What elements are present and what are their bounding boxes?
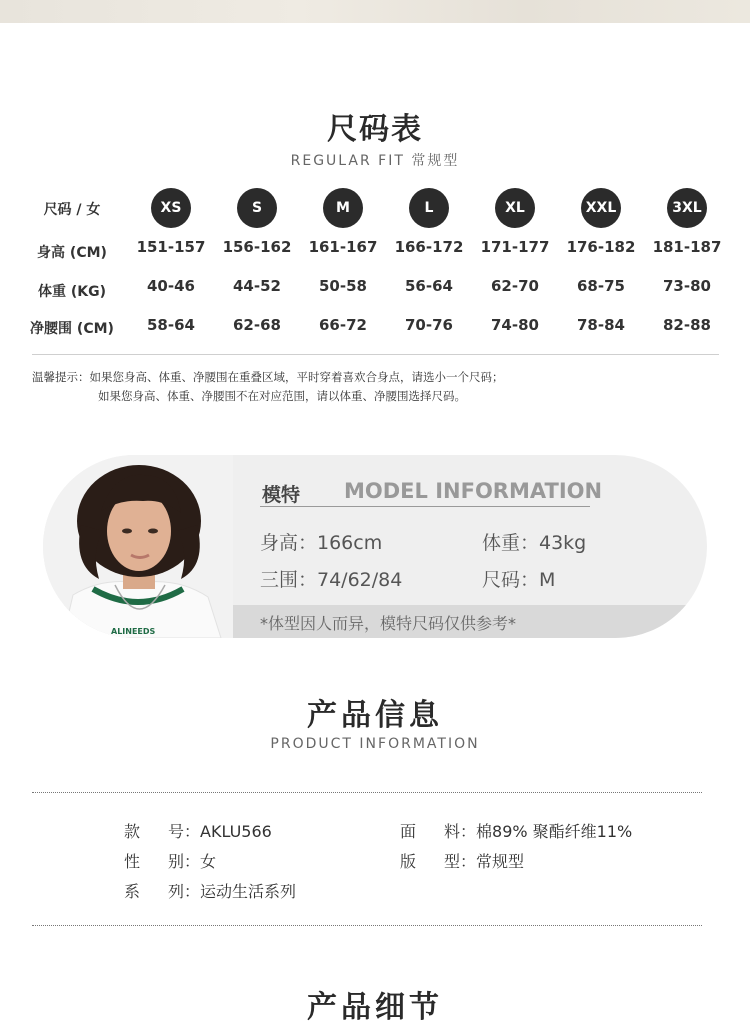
info-series-key-b: 列： [168, 882, 201, 901]
size-xl-badge: XL [495, 188, 535, 228]
row-label-weight: 体重 (KG) [37, 284, 106, 300]
info-fit-value: 常规型 [476, 852, 525, 871]
cell-waist-s: 62-68 [233, 316, 281, 334]
cell-height-l: 166-172 [394, 238, 464, 256]
top-image-strip [0, 0, 750, 23]
model-title-en: MODEL INFORMATION [344, 479, 603, 503]
size-xs-badge: XS [151, 188, 191, 228]
cell-height-xxl: 176-182 [566, 238, 636, 256]
size-m-badge: M [323, 188, 363, 228]
info-style-number [124, 819, 272, 842]
info-style-key-a: 款 [124, 822, 141, 841]
size-table-divider [32, 354, 719, 355]
cell-waist-m: 66-72 [319, 316, 367, 334]
row-label-height: 身高 (CM) [37, 245, 107, 261]
info-gender [124, 849, 216, 872]
model-shirt-text: ALINEEDS [111, 627, 156, 636]
size-header-label: 尺码 / 女 [43, 202, 101, 218]
info-gender-key-a: 性 [124, 852, 141, 871]
info-fit-key-a: 版 [400, 852, 417, 871]
model-portrait-illustration [43, 455, 233, 638]
info-style-value: AKLU566 [200, 822, 272, 841]
product-info-top-divider [32, 792, 702, 793]
size-chart-title: 尺码表 [327, 112, 423, 147]
info-style-key-b: 号： [168, 822, 201, 841]
cell-height-3xl: 181-187 [652, 238, 722, 256]
model-title-cn: 模特 [262, 484, 301, 506]
cell-waist-xl: 74-80 [491, 316, 539, 334]
cell-waist-xxl: 78-84 [577, 316, 625, 334]
cell-waist-3xl: 82-88 [663, 316, 711, 334]
size-chart-subtitle: REGULAR FIT 常规型 [290, 153, 460, 169]
info-series [124, 879, 296, 902]
info-material [400, 819, 632, 842]
info-material-key-b: 料： [444, 822, 477, 841]
cell-height-s: 156-162 [222, 238, 292, 256]
model-weight: 体重：43kg [482, 532, 587, 554]
model-height: 身高：166cm [260, 532, 383, 554]
cell-weight-xxl: 68-75 [577, 277, 625, 295]
cell-height-xl: 171-177 [480, 238, 550, 256]
row-label-waist: 净腰围 (CM) [30, 321, 114, 337]
size-3xl-badge: 3XL [667, 188, 707, 228]
model-size: 尺码：M [482, 569, 556, 591]
product-info-bottom-divider [32, 925, 702, 926]
product-info-title: 产品信息 [307, 698, 443, 733]
info-series-value: 运动生活系列 [200, 882, 297, 901]
size-l-badge: L [409, 188, 449, 228]
cell-height-xs: 151-157 [136, 238, 206, 256]
info-gender-key-b: 别： [168, 852, 201, 871]
size-xxl-badge: XXL [581, 188, 621, 228]
product-info-subtitle: PRODUCT INFORMATION [270, 736, 480, 752]
cell-waist-l: 70-76 [405, 316, 453, 334]
model-title-underline [260, 506, 590, 507]
model-measurements: 三围：74/62/84 [260, 569, 403, 591]
cell-weight-m: 50-58 [319, 277, 367, 295]
info-material-key-a: 面 [400, 822, 417, 841]
cell-waist-xs: 58-64 [147, 316, 195, 334]
cell-weight-xs: 40-46 [147, 277, 195, 295]
info-material-value: 棉89% 聚酯纤维11% [476, 822, 633, 841]
product-details-title: 产品细节 [307, 990, 443, 1025]
info-series-key-a: 系 [124, 882, 141, 901]
size-s-badge: S [237, 188, 277, 228]
cell-weight-3xl: 73-80 [663, 277, 711, 295]
model-photo [43, 455, 233, 638]
cell-weight-s: 44-52 [233, 277, 281, 295]
cell-height-m: 161-167 [308, 238, 378, 256]
info-fit-key-b: 型： [444, 852, 477, 871]
info-gender-value: 女 [200, 852, 217, 871]
size-tip-line-2: 如果您身高、体重、净腰围不在对应范围，请以体重、净腰围选择尺码。 [98, 389, 466, 403]
cell-weight-l: 56-64 [405, 277, 453, 295]
info-fit [400, 849, 524, 872]
cell-weight-xl: 62-70 [491, 277, 539, 295]
model-note: *体型因人而异，模特尺码仅供参考* [260, 614, 517, 633]
size-tip-line-1: 温馨提示：如果您身高、体重、净腰围在重叠区域，平时穿着喜欢合身点，请选小一个尺码； [32, 370, 504, 384]
